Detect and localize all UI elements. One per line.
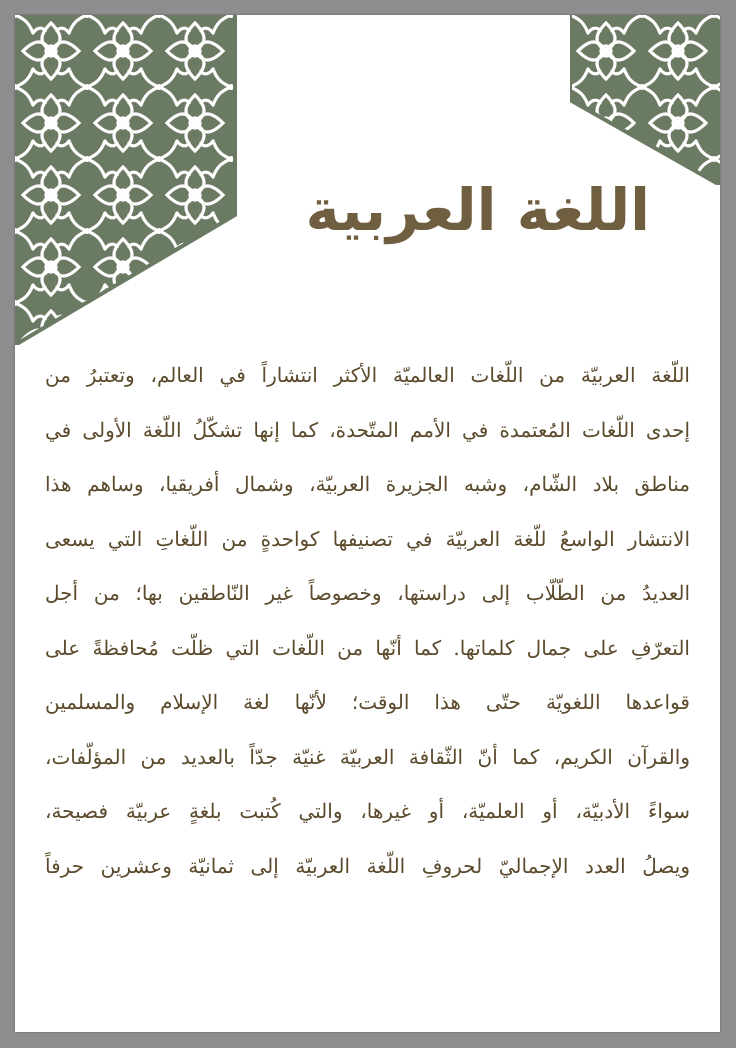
body-line: العديدُ من الطّلّاب إلى دراستها، وخصوصاً غير النّاطقين بها؛ من أجل	[45, 581, 690, 605]
body-line: إحدى اللّغات المُعتمدة في الأمم المتّحدة، كما إنها تشكّلُ اللّغة الأولى في	[45, 417, 690, 442]
arabesque-corner-ornament-right	[570, 15, 720, 185]
article-body	[45, 348, 690, 893]
body-line: ويصلُ العدد الإجماليّ لحروفِ اللّغة العربيّة إلى ثمانيّة وعشرين حرفاً	[45, 853, 690, 878]
body-line: التعرّفِ على جمال كلماتها. كما أنّها من اللّغات التي ظلّت مُحافظةً على	[45, 635, 690, 660]
arabesque-corner-ornament-left	[15, 15, 240, 345]
page-title: اللغة العربية	[305, 176, 650, 244]
body-line: مناطق بلاد الشّام، وشبه الجزيرة العربيّة، وشمال أفريقيا، وساهم هذا	[45, 472, 690, 496]
body-line: اللّغة العربيّة من اللّغات العالميّة الأكثر انتشاراً في العالم، وتعتبرُ من	[45, 363, 690, 387]
body-line: سواءً الأدبيّة، أو العلميّة، أو غيرها، والتي كُتبت بلغةٍ عربيّة فصيحة،	[45, 799, 690, 823]
body-line: والقرآن الكريم، كما أنّ الثّقافة العربيّة غنيّة جدّاً بالعديد من المؤلّفات،	[45, 744, 690, 769]
body-line: قواعدها اللغويّة حتّى هذا الوقت؛ لأنّها لغة الإسلام والمسلمين	[45, 690, 690, 714]
document-page	[15, 15, 720, 1032]
body-line: الانتشار الواسعُ للّغة العربيّة في تصنيفها كواحدةٍ من اللّغاتِ التي يسعى	[45, 526, 690, 551]
